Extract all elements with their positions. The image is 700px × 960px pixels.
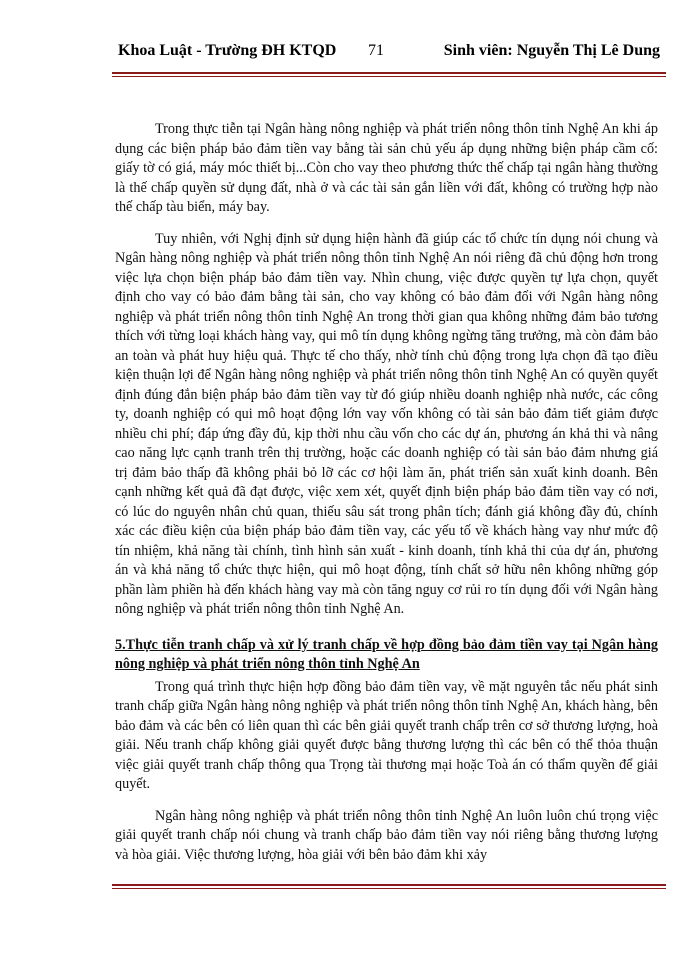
footer-rule-top	[112, 884, 666, 886]
page-number: 71	[368, 42, 384, 59]
page-header	[118, 42, 660, 64]
body-text	[115, 120, 658, 877]
header-student: Sinh viên: Nguyễn Thị Lê Dung	[443, 42, 660, 59]
paragraph: Tuy nhiên, với Nghị định sử dụng hiện hành đã giúp các tổ chức tín dụng nói chung và Ngân hàng nông nghiệp và phát triển nông thôn tỉnh Nghệ An nói riêng đã chủ động hơn trong việc lựa chọn biện pháp bảo đảm tiền vay. Nhìn chung, việc được quyền tự lựa chọn, quyết định cho vay có bảo đảm bằng tài sản, cho vay không có bảo đảm đối với Ngân hàng nông nghiệp và phát triển nông thôn tỉnh Nghệ An trong thời gian qua không những đảm bảo tương thích với từng loại khách hàng vay, qui mô tín dụng không ngừng tăng trưởng, mà còn đảm bảo an toàn và phát huy hiệu quả. Thực tế cho thấy, nhờ tính chủ động trong lựa chọn đã tạo điều kiện thuận lợi để Ngân hàng nông nghiệp và phát triển nông thôn tỉnh Nghệ An có quyền quyết định đúng đắn biện pháp bảo đảm tiền vay từ đó giúp nhiều doanh nghiệp nhà nước, các công ty, doanh nghiệp có qui mô hoạt động lớn vay vốn không có tài sản bảo đảm tiết giảm được nhiều chi phí; đáp ứng đầy đủ, kịp thời nhu cầu vốn cho các dự án, phương án khả thi và nâng cao năng lực cạnh tranh trên thị trường, hoặc các doanh nghiệp có tài sản bảo đảm nhưng giá trị đảm bảo thấp đã không phải bỏ lỡ các cơ hội làm ăn, phát triển sản xuất kinh doanh. Bên cạnh những kết quả đã đạt được, việc xem xét, quyết định biện pháp bảo đảm tiền vay có nơi, có lúc do nguyên nhân chủ quan, thiếu sâu sát trong phân tích; đánh giá không đầy đủ, chính xác các điều kiện của biện pháp bảo đảm tiền vay, các yếu tố về khách hàng vay như mức độ tín nhiệm, khả năng tài chính, tình hình sản xuất - kinh doanh, tính khả thi của dự án, phương án và khả năng tổ chức thực hiện, qui mô hoạt động, tính chất sở hữu nên không những góp phần làm phiền hà đến khách hàng vay mà còn tăng nguy cơ rủi ro tín dụng đối với Ngân hàng nông nghiệp và phát triển nông thôn tỉnh Nghệ An.	[115, 230, 658, 617]
header-rule-bottom	[112, 76, 666, 77]
paragraph: Trong thực tiễn tại Ngân hàng nông nghiệp và phát triển nông thôn tỉnh Nghệ An khi áp dụng các biện pháp bảo đảm tiền vay bằng tài sản chủ yếu áp dụng những biện pháp cầm cố: giấy tờ có giá, máy móc thiết bị...Còn cho vay theo phương thức thế chấp tại ngân hàng thường là thế chấp quyền sử dụng đất, nhà ở và các tài sản gắn liền với đất, không có trường hợp nào thế chấp tàu biển, máy bay.	[115, 121, 658, 215]
paragraph: Ngân hàng nông nghiệp và phát triển nông thôn tỉnh Nghệ An luôn luôn chú trọng việc giải quyết tranh chấp nói chung và tranh chấp bảo đảm tiền vay nói riêng bằng thương lượng và hòa giải. Việc thương lượng, hòa giải với bên bảo đảm khi xảy	[115, 807, 658, 863]
footer-rule-bottom	[112, 888, 666, 889]
header-faculty: Khoa Luật - Trường ĐH KTQD	[118, 42, 337, 59]
section-heading: 5.Thực tiễn tranh chấp và xử lý tranh chấp về hợp đồng bảo đảm tiền vay tại Ngân hàng nông nghiệp và phát triển nông thôn tỉnh Nghệ An	[115, 636, 658, 672]
paragraph: Trong quá trình thực hiện hợp đồng bảo đảm tiền vay, về mặt nguyên tắc nếu phát sinh tranh chấp giữa Ngân hàng nông nghiệp và phát triển nông thôn tỉnh Nghệ An, khách hàng, bên bảo đảm và các bên có liên quan thì các bên giải quyết tranh chấp trên cơ sở thương lượng, hoà giải. Nếu tranh chấp không giải quyết được bằng thương lượng thì các bên có thể thỏa thuận việc giải quyết tranh chấp thông qua Trọng tài thương mại hoặc Toà án có thẩm quyền để giải quyết.	[115, 678, 658, 792]
header-rule-top	[112, 72, 666, 74]
